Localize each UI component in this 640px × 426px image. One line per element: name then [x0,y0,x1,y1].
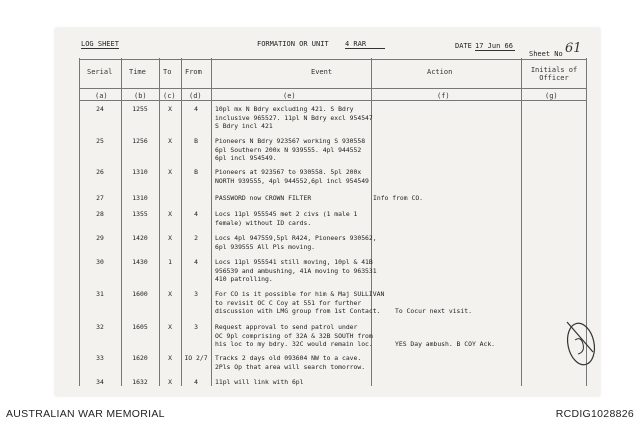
subhead-c: (c) [163,92,176,100]
event-line: 11pl will link with 6pl [215,378,304,386]
event-line: Tracks 2 days old 093604 NW to a cave. [215,354,362,362]
event-line: 6pl 939555 All Pls moving. [215,242,316,251]
row-time: 1255 [132,105,148,113]
row-to: X [168,234,172,242]
log-sheet-title: LOG SHEET [81,40,119,48]
header-bottom-rule [79,88,586,89]
event-line: inclusive 965527. 11pl N Bdry excl 954547 [215,113,373,122]
event-line: 956539 and ambushing, 41A moving to 963531 [215,266,377,275]
subhead-a: (a) [95,92,108,100]
row-to: X [168,105,172,113]
handwritten-initials-mark [563,318,599,370]
row-time: 1605 [132,323,148,331]
row-event [215,354,400,371]
row-event [215,290,400,316]
row-serial: 24 [96,105,104,113]
row-serial: 25 [96,137,104,145]
log-sheet-page [55,28,600,396]
row-from: 2 [194,234,198,242]
event-line: 6pl Southern 200x N 939555. 4pl 944552 [215,145,362,154]
row-serial: 27 [96,194,104,202]
row-action: YES Day ambush. B COY Ack. [395,340,496,348]
row-serial: 26 [96,168,104,176]
row-event [215,210,400,227]
row-from: 4 [194,378,198,386]
subhead-bottom-rule [79,100,586,101]
row-serial: 31 [96,290,104,298]
footer-credit: AUSTRALIAN WAR MEMORIAL [6,408,165,420]
row-event [215,137,400,163]
row-serial: 34 [96,378,104,386]
row-event [215,378,400,387]
row-serial: 28 [96,210,104,218]
event-line: S Bdry incl 421 [215,122,273,131]
subhead-g: (g) [545,92,558,100]
row-time: 1620 [132,354,148,362]
row-serial: 29 [96,234,104,242]
date-label: DATE [455,42,472,50]
col-header-event: Event [311,68,333,76]
event-line: Locs 4pl 947559,5pl R424, Pioneers 930562, [215,234,377,242]
event-line: Request approval to send patrol under [215,323,358,331]
sheet-no-label: Sheet No [529,50,563,58]
event-line: OC 9pl comprising of 32A & 32B SOUTH from [215,331,373,340]
row-to: X [168,137,172,145]
event-line: 2Pls Op that area will search tomorrow. [215,362,366,371]
row-time: 1310 [132,194,148,202]
row-time: 1310 [132,168,148,176]
row-from: B [194,168,198,176]
row-serial: 33 [96,354,104,362]
formation-value: 4 RAR [345,40,385,49]
row-event [215,168,400,185]
event-line: to revisit OC C Coy at 551 for further [215,298,362,307]
col-header-to: To [163,68,172,76]
row-time: 1600 [132,290,148,298]
row-event [215,234,400,251]
row-action: To Cocur next visit. [395,307,472,315]
row-from: 3 [194,290,198,298]
row-action: Info from CO. [373,194,424,202]
row-time: 1430 [132,258,148,266]
event-line: female) without ID cards. [215,218,312,227]
col-header-action: Action [427,68,453,76]
row-from: 4 [194,105,198,113]
row-serial: 30 [96,258,104,266]
formation-label: FORMATION OR UNIT [257,40,329,48]
row-to: X [168,290,172,298]
event-line: NORTH 939555, 4pl 944552,6pl incl 954549 [215,176,369,185]
col-header-initials: Initials of Officer [530,66,578,82]
subhead-d: (d) [189,92,202,100]
row-from: B [194,137,198,145]
event-line: For CO is it possible for him & Maj SULLIVAN [215,290,385,298]
event-line: Locs 11pl 955545 met 2 civs (1 male 1 [215,210,358,218]
col-header-time: Time [129,68,146,76]
row-time: 1420 [132,234,148,242]
event-line: discussion with LMG group from 1st Contact. [215,307,381,316]
col-rule [521,58,522,386]
row-to: 1 [168,258,172,266]
col-header-serial: Serial [87,68,113,76]
row-to: X [168,354,172,362]
row-to: X [168,168,172,176]
row-from: IO 2/7 [184,354,208,362]
row-serial: 32 [96,323,104,331]
row-time: 1256 [132,137,148,145]
date-value: 17 Jun 66 [475,42,515,51]
subhead-f: (f) [437,92,450,100]
table-top-rule [79,59,586,60]
event-line: 410 patrolling. [215,275,273,284]
subhead-e: (e) [283,92,296,100]
event-line: Locs 11pl 955541 still moving, 10pl & 41B [215,258,373,266]
col-rule [211,58,212,386]
row-from: 4 [194,210,198,218]
row-event [215,323,400,349]
event-line: his loc to my bdry. 32C would remain loc. [215,340,373,349]
row-event [215,258,400,284]
event-line: PASSWORD now CROWN FILTER [215,194,312,202]
row-to: X [168,323,172,331]
row-to: X [168,210,172,218]
row-time: 1355 [132,210,148,218]
row-from: 3 [194,323,198,331]
event-line: Pioneers at 923567 to 930558. 5pl 200x [215,168,362,176]
row-to: X [168,378,172,386]
event-line: Pioneers N Bdry 923567 working S 930558 [215,137,366,145]
row-from: 4 [194,258,198,266]
event-line: 6pl incl 954549. [215,154,277,163]
footer-record-id: RCDIG1028826 [555,408,634,420]
subhead-b: (b) [134,92,147,100]
event-line: 10pl mx N Bdry excluding 421. S Bdry [215,105,354,113]
sheet-no-value: 61 [565,41,582,56]
col-header-from: From [185,68,202,76]
row-event [215,105,400,131]
row-time: 1632 [132,378,148,386]
